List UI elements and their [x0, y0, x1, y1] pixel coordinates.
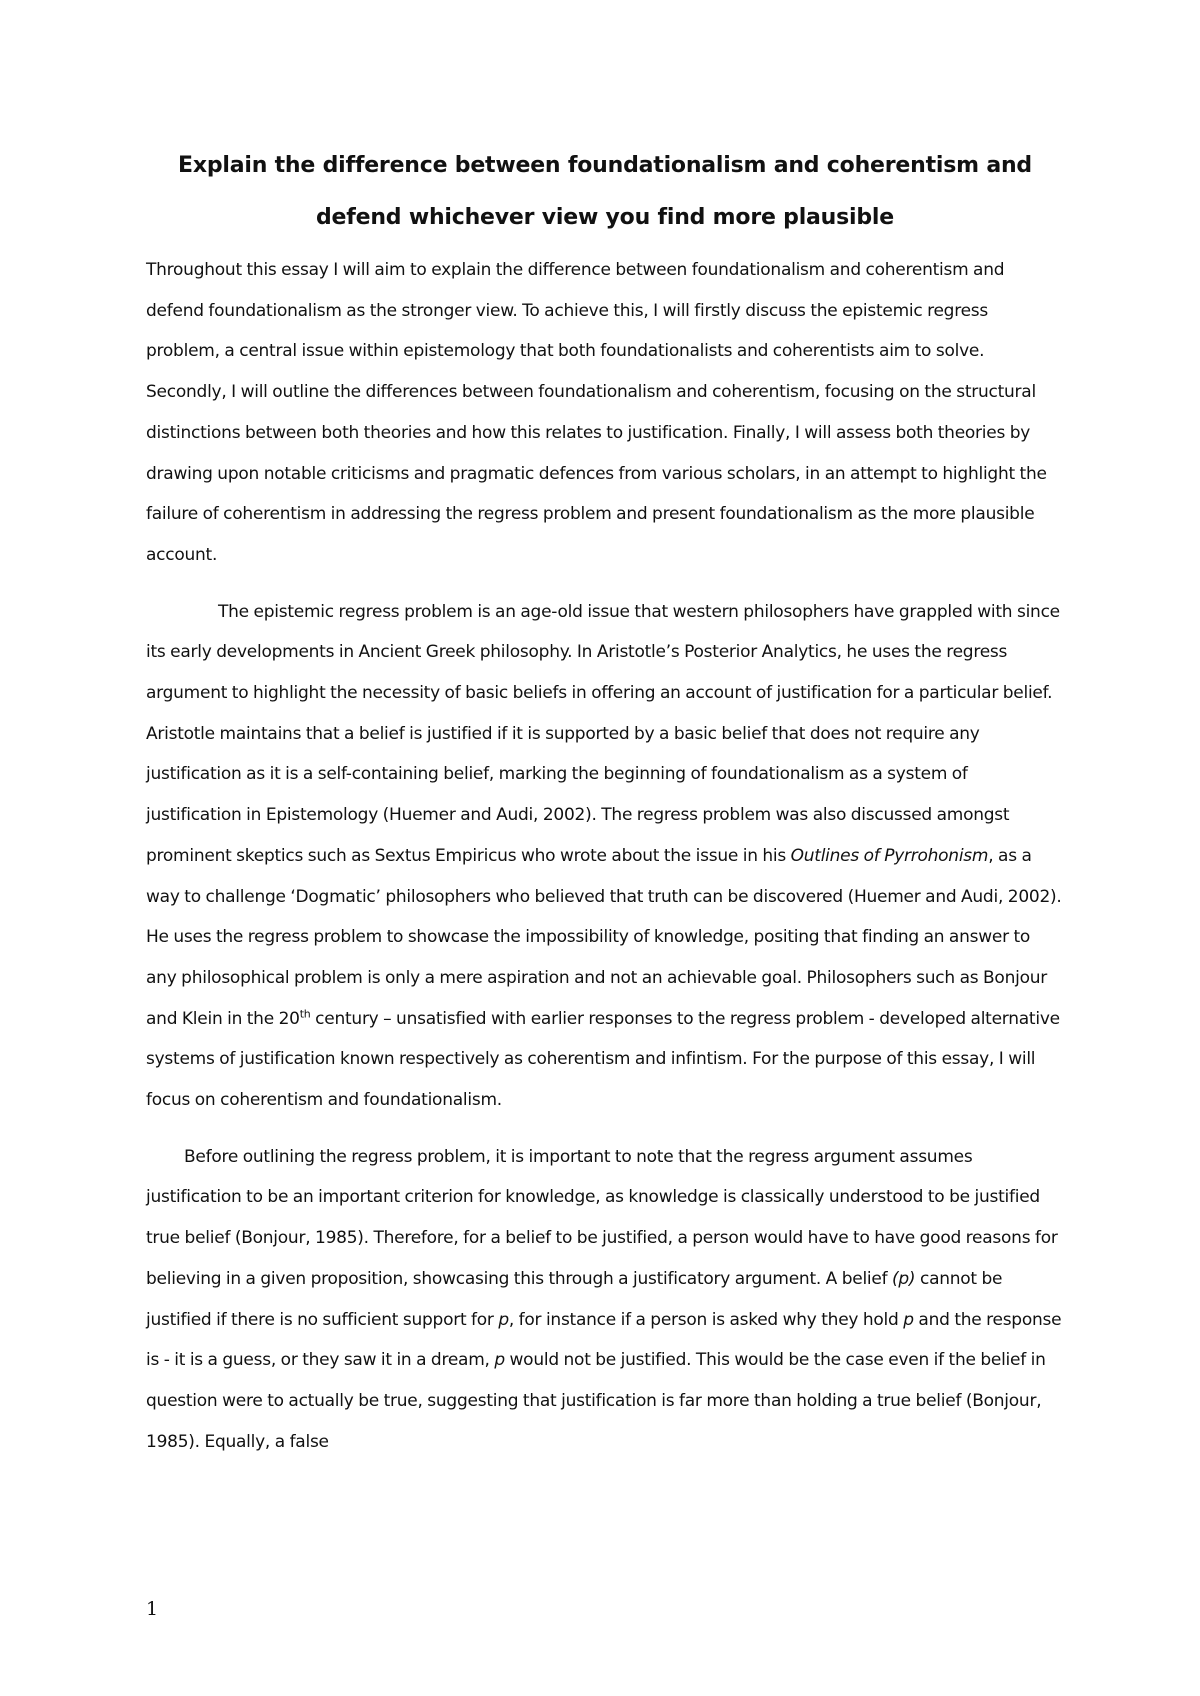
page-number: 1: [146, 1598, 159, 1620]
italic-variable: p: [494, 1350, 505, 1371]
paragraph-text: Before outlining the regress problem, it is important to note that the regress argument assumes justification to be an important criterion for knowledge, as knowledge is classically understood to be justified true belief (Bonjour, 1985). Therefore, for a belief to be justified, a person would have to have good reasons for believing in a given proposition, showcasing this through a justificatory argument. A belief: [146, 1146, 1058, 1289]
paragraph-text: The epistemic regress problem is an age-old issue that western philosophers have grappled with since its early developments in Ancient Greek philosophy. In Aristotle’s Posterior Analytics, he uses the regress argument to highlight the necessity of basic beliefs in offering an account of justification for a particular belief. Aristotle maintains that a belief is justified if it is supported by a basic belief that does not require any justification as it is a self-containing belief, marking the beginning of foundationalism as a system of justification in Epistemology (Huemer and Audi, 2002). The regress problem was also discussed amongst prominent skeptics such as Sextus Empiricus who wrote about the issue in his: [146, 601, 1060, 866]
italic-variable: p: [498, 1309, 509, 1330]
paragraph-regress-history: [146, 592, 1064, 1121]
paragraph-text: and the response is - it is a guess, or they saw it in a dream,: [146, 1309, 1062, 1371]
paragraph-text: century – unsatisfied with earlier responses to the regress problem - developed alternative systems of justification known respectively as coherentism and infintism. For the purpose of this essay, I will focus on coherentism and foundationalism.: [146, 1008, 1060, 1111]
paragraph-text: , for instance if a person is asked why they hold: [508, 1309, 904, 1330]
paragraph-text: , as a way to challenge ‘Dogmatic’ philosophers who believed that truth can be discovered (Huemer and Audi, 2002). He uses the regress problem to showcase the impossibility of knowledge, positing that finding an answer to any philosophical problem is only a mere aspiration and not an achievable goal. Philosophers such as Bonjour and Klein in the 20: [146, 845, 1062, 1029]
document-title: Explain the difference between foundationalism and coherentism and defend whichever view you find more plausible: [178, 153, 1032, 230]
document-page: [146, 140, 1064, 1478]
italic-book-title: Outlines of Pyrrohonism: [790, 845, 989, 866]
italic-variable: p: [903, 1309, 914, 1330]
superscript-ordinal: th: [299, 1007, 311, 1020]
paragraph-text: cannot be justified if there is no sufficient support for: [146, 1268, 1003, 1330]
italic-variable: (p): [892, 1268, 916, 1289]
paragraph-intro: Throughout this essay I will aim to explain the difference between foundationalism and coherentism and defend foundationalism as the stronger view. To achieve this, I will firstly discuss the epistemic regress problem, a central issue within epistemology that both foundationalists and coherentists aim to solve. Secondly, I will outline the differences between foundationalism and coherentism, focusing on the structural distinctions between both theories and how this relates to justification. Finally, I will assess both theories by drawing upon notable criticisms and pragmatic defences from various scholars, in an attempt to highlight the failure of coherentism in addressing the regress problem and present foundationalism as the more plausible account.: [146, 260, 1047, 565]
paragraph-text: would not be justified. This would be the case even if the belief in question were to actually be true, suggesting that justification is far more than holding a true belief (Bonjour, 1985). Equally, a false: [146, 1350, 1046, 1452]
paragraph-justification: [146, 1137, 1064, 1463]
